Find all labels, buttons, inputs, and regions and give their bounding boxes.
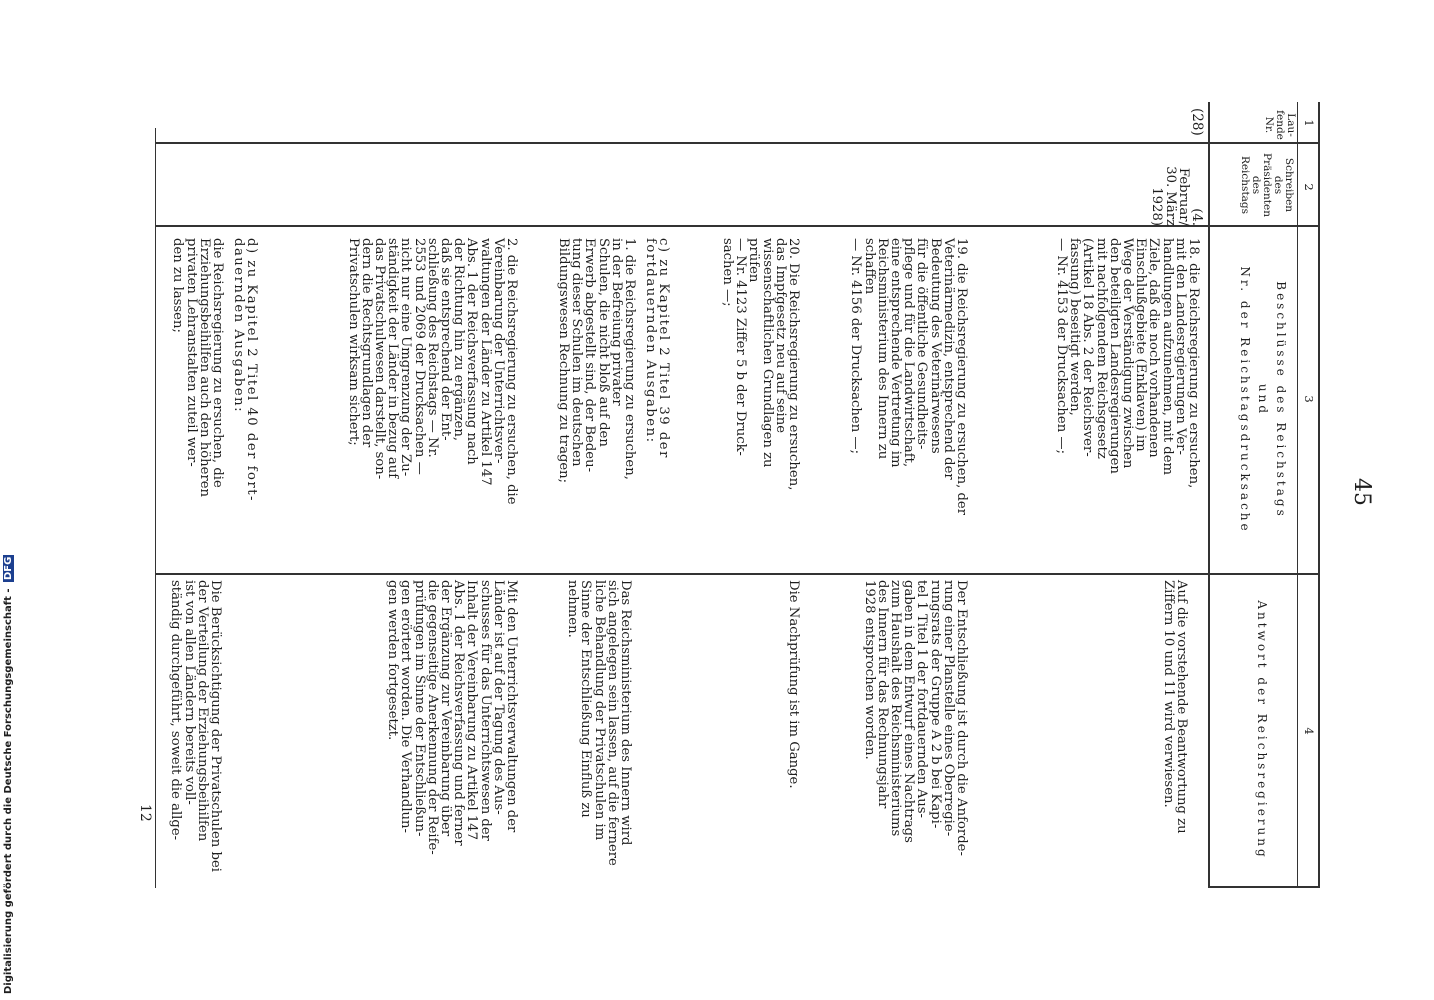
col1-header: Lau- fende Nr.	[1262, 110, 1297, 140]
col3-number: 3	[1302, 395, 1316, 403]
table-top-rule	[1318, 102, 1320, 888]
entry-number: (28)	[1189, 108, 1205, 136]
answer-20: Die Nachprüfung ist im Gange.	[786, 580, 801, 789]
col1-number: 1	[1302, 119, 1316, 127]
page-text-rule	[155, 128, 156, 888]
col3-col4-separator	[155, 573, 1318, 575]
page-number: 45	[1349, 478, 1374, 506]
col2-col3-separator	[155, 225, 1318, 227]
resolution-d: die Reichsregierung zu ersuchen, die Erziehungsbeihilfen auch den höheren privaten Lehranstalten zuteil wer- den zu lassen;	[170, 238, 225, 498]
table-right-border	[1208, 886, 1318, 888]
answer-19: Der Entschließung ist durch die Anforde- rung einer Planstelle eines Oberregie- rungsrats der Gruppe A 2 b bei Kapi- tel 1 Titel 1 der fortdauernden Aus- gaben in dem Entwurf eines Nachtrags zum Haushalt des Reichsministeriums des Innern für das Rechnungsjahr 1928 entsprochen worden.	[861, 580, 969, 856]
digitization-credit	[3, 556, 14, 994]
answer-18: Auf die vorstehende Beantwortung zu Ziffern 10 und 11 wird verwiesen.	[1160, 580, 1189, 834]
resolution-18: 18. die Reichsregierung zu ersuchen, mit den Landesregierungen Ver- handlungen aufzunehmen, mit dem Ziele, daß die noch vorhandenen Einschlußgebiete (Enklaven) im Wege der Verständigung zwischen den beteiligten Landesregierungen mit nachfolgendem Reichsgesetz (Artikel 18 Abs. 2 der Reichsver- fassung) beseitigt werden, — Nr. 4153 der Drucksachen —;	[1053, 238, 1201, 489]
dfg-logo: DFG	[3, 556, 14, 580]
header-bottom-rule	[1208, 102, 1210, 888]
signature-mark: 12	[137, 804, 153, 822]
number-row-rule	[1297, 102, 1298, 888]
entry-date: (4. Februar/ 30. März 1928)	[1149, 166, 1204, 226]
resolution-19: 19. die Reichsregierung zu ersuchen, der Veterinärmedizin, entsprechend der Bedeutung des Veterinärwesens für die öffentliche Gesundheits- pflege und für die Landwirtschaft, eine entsprechende Vertretung im Reichsministerium des Innern zu schaffen — Nr. 4156 der Drucksachen —;	[848, 238, 969, 516]
col4-header: Antwort der Reichsregierung	[1255, 600, 1269, 860]
answer-c2: Mit den Unterrichtsverwaltungen der Länder ist auf der Tagung des Aus- schusses für das Unterrichtswesen der Inhalt der Vereinbarung zu Artikel 147 Abs. 1 der Reichsverfassung und ferner der Ergänzung zur Vereinbarung über die gegenseitige Anerkennung der Reife- prüfungen im Sinne der Entschließun- gen erörtert worden. Die Verhandlun- gen werden fortgesetzt.	[385, 580, 519, 855]
resolution-c2: 2. die Reichsregierung zu ersuchen, die Vereinbarung der Unterrichtsver- waltungen der Länder zu Artikel 147 Abs. 1 der Reichsverfassung nach der Richtung hin zu ergänzen, daß sie entsprechend der Ent- schließung des Reichstags — Nr. 2553 und 2069 der Drucksachen — nicht nur eine Umgrenzung der Zu- ständigkeit der Länder in bezug auf das Privatschulwesen darstellt, son- dern die Rechtsgrundlagen der Privatschulen wirksam sichert;	[345, 238, 519, 505]
answer-d: Die Berücksichtigung der Privatschulen bei der Verteilung der Erziehungsbeihilfen ist von allen Ländern bereits voll- ständig durchgeführt, soweit die allge-	[168, 580, 223, 872]
resolution-20: 20. Die Reichsregierung zu ersuchen, das Impfgesetz neu auf seine wissenschaftlichen Grundlagen zu prüfen — Nr. 4123 Ziffer 5 b der Druck- sachen —;	[719, 238, 801, 491]
col4-number: 4	[1302, 727, 1316, 735]
section-d-heading: d) zu Kapitel 2 Titel 40 der fort- dauernden Ausgaben:	[230, 238, 259, 503]
col2-header: Schreiben des Präsidenten des Reichstags	[1238, 153, 1295, 217]
answer-c1: Das Reichsministerium des Innern wird sich angelegen sein lassen, auf die fernere liche Behandlung der Privatschulen im Sinne der Entschließung Einfluß zu nehmen.	[565, 580, 633, 866]
resolution-c1: 1. die Reichsregierung zu ersuchen, in der Befreiung privater Schulen, die nicht bloß auf den Erwerb abgestellt sind, der Bedeu- tung dieser Schulen im deutschen Bildungswesen Rechnung zu tragen;	[555, 238, 637, 484]
credit-text: Digitalisierung gefördert durch die Deutsche Forschungsgemeinschaft -	[3, 588, 14, 994]
col2-number: 2	[1302, 183, 1316, 191]
section-c-heading: c) zu Kapitel 2 Titel 39 der fortdauernden Ausgaben:	[642, 238, 671, 459]
col1-col2-separator	[155, 142, 1318, 144]
col3-header: Beschlüsse des Reichstags und Nr. der Reichstagsdrucksache	[1238, 266, 1288, 534]
